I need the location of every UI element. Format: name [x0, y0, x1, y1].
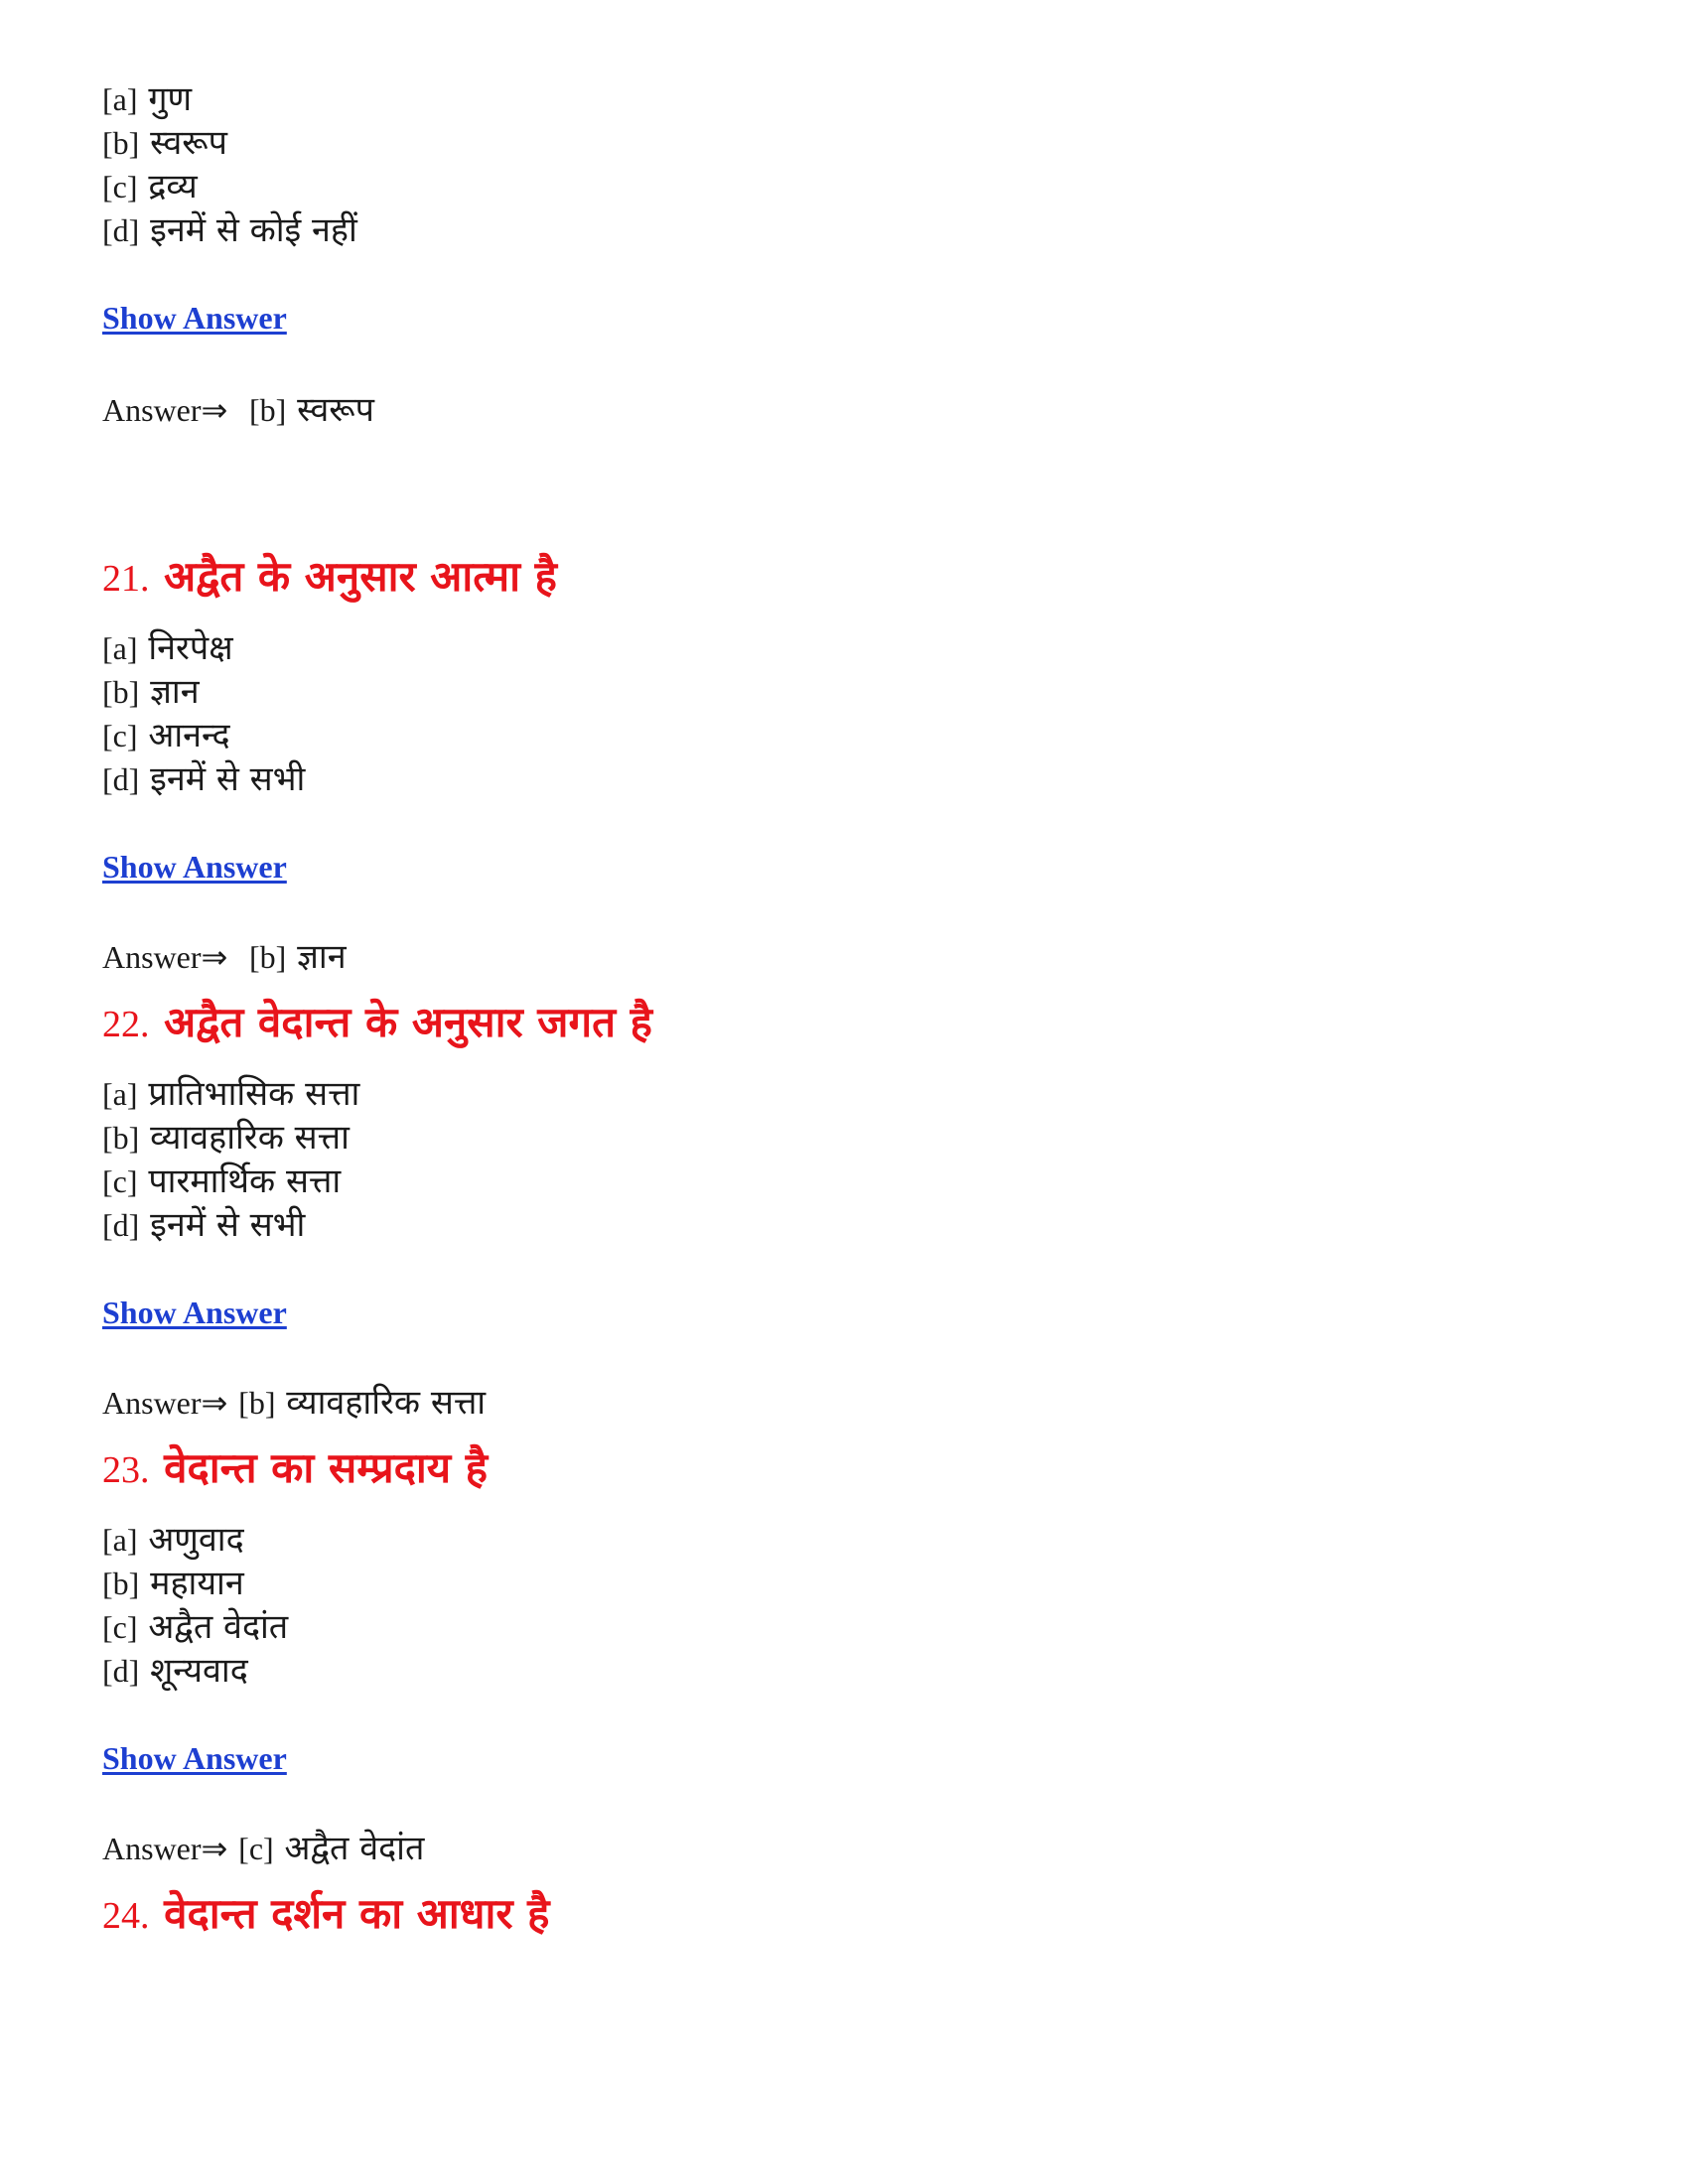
- question-23-options: [102, 1518, 1592, 1693]
- document-page: [102, 77, 1592, 1944]
- answer-line: Answer⇒ [b] ज्ञान: [102, 937, 347, 977]
- option-b: [b] स्वरूप: [102, 123, 227, 163]
- option-a: [a] प्रातिभासिक सत्ता: [102, 1074, 360, 1114]
- answer-line: Answer⇒ [b] स्वरूप: [102, 390, 374, 430]
- option-b: [b] महायान: [102, 1564, 244, 1603]
- option-b: [b] ज्ञान: [102, 672, 200, 712]
- answer-line: Answer⇒ [b] व्यावहारिक सत्ता: [102, 1383, 487, 1423]
- option-a: [a] गुण: [102, 79, 193, 119]
- option-c: [c] अद्वैत वेदांत: [102, 1607, 289, 1647]
- question-22-options: [102, 1072, 1592, 1247]
- option-d: [d] इनमें से सभी: [102, 1205, 306, 1245]
- option-b: [b] व्यावहारिक सत्ता: [102, 1118, 350, 1158]
- show-answer-link[interactable]: Show Answer: [102, 300, 287, 336]
- option-a: [a] अणुवाद: [102, 1520, 244, 1560]
- question-24-title: 24. वेदान्त दर्शन का आधार है: [102, 1889, 550, 1938]
- option-c: [c] पारमार्थिक सत्ता: [102, 1161, 342, 1201]
- question-21-options: [102, 626, 1592, 801]
- show-answer-link[interactable]: Show Answer: [102, 849, 287, 885]
- question-21-title: 21. अद्वैत के अनुसार आत्मा है: [102, 552, 557, 601]
- option-a: [a] निरपेक्ष: [102, 628, 233, 668]
- option-c: [c] आनन्द: [102, 716, 230, 755]
- show-answer-link[interactable]: Show Answer: [102, 1740, 287, 1776]
- question-20-options: [102, 77, 1592, 252]
- option-c: [c] द्रव्य: [102, 167, 198, 206]
- question-23-title: 23. वेदान्त का सम्प्रदाय है: [102, 1443, 489, 1492]
- answer-line: Answer⇒ [c] अद्वैत वेदांत: [102, 1829, 425, 1868]
- option-d: [d] इनमें से कोई नहीं: [102, 210, 357, 250]
- option-d: [d] शून्यवाद: [102, 1651, 248, 1691]
- question-22-title: 22. अद्वैत वेदान्त के अनुसार जगत है: [102, 998, 652, 1046]
- option-d: [d] इनमें से सभी: [102, 759, 306, 799]
- show-answer-link[interactable]: Show Answer: [102, 1295, 287, 1330]
